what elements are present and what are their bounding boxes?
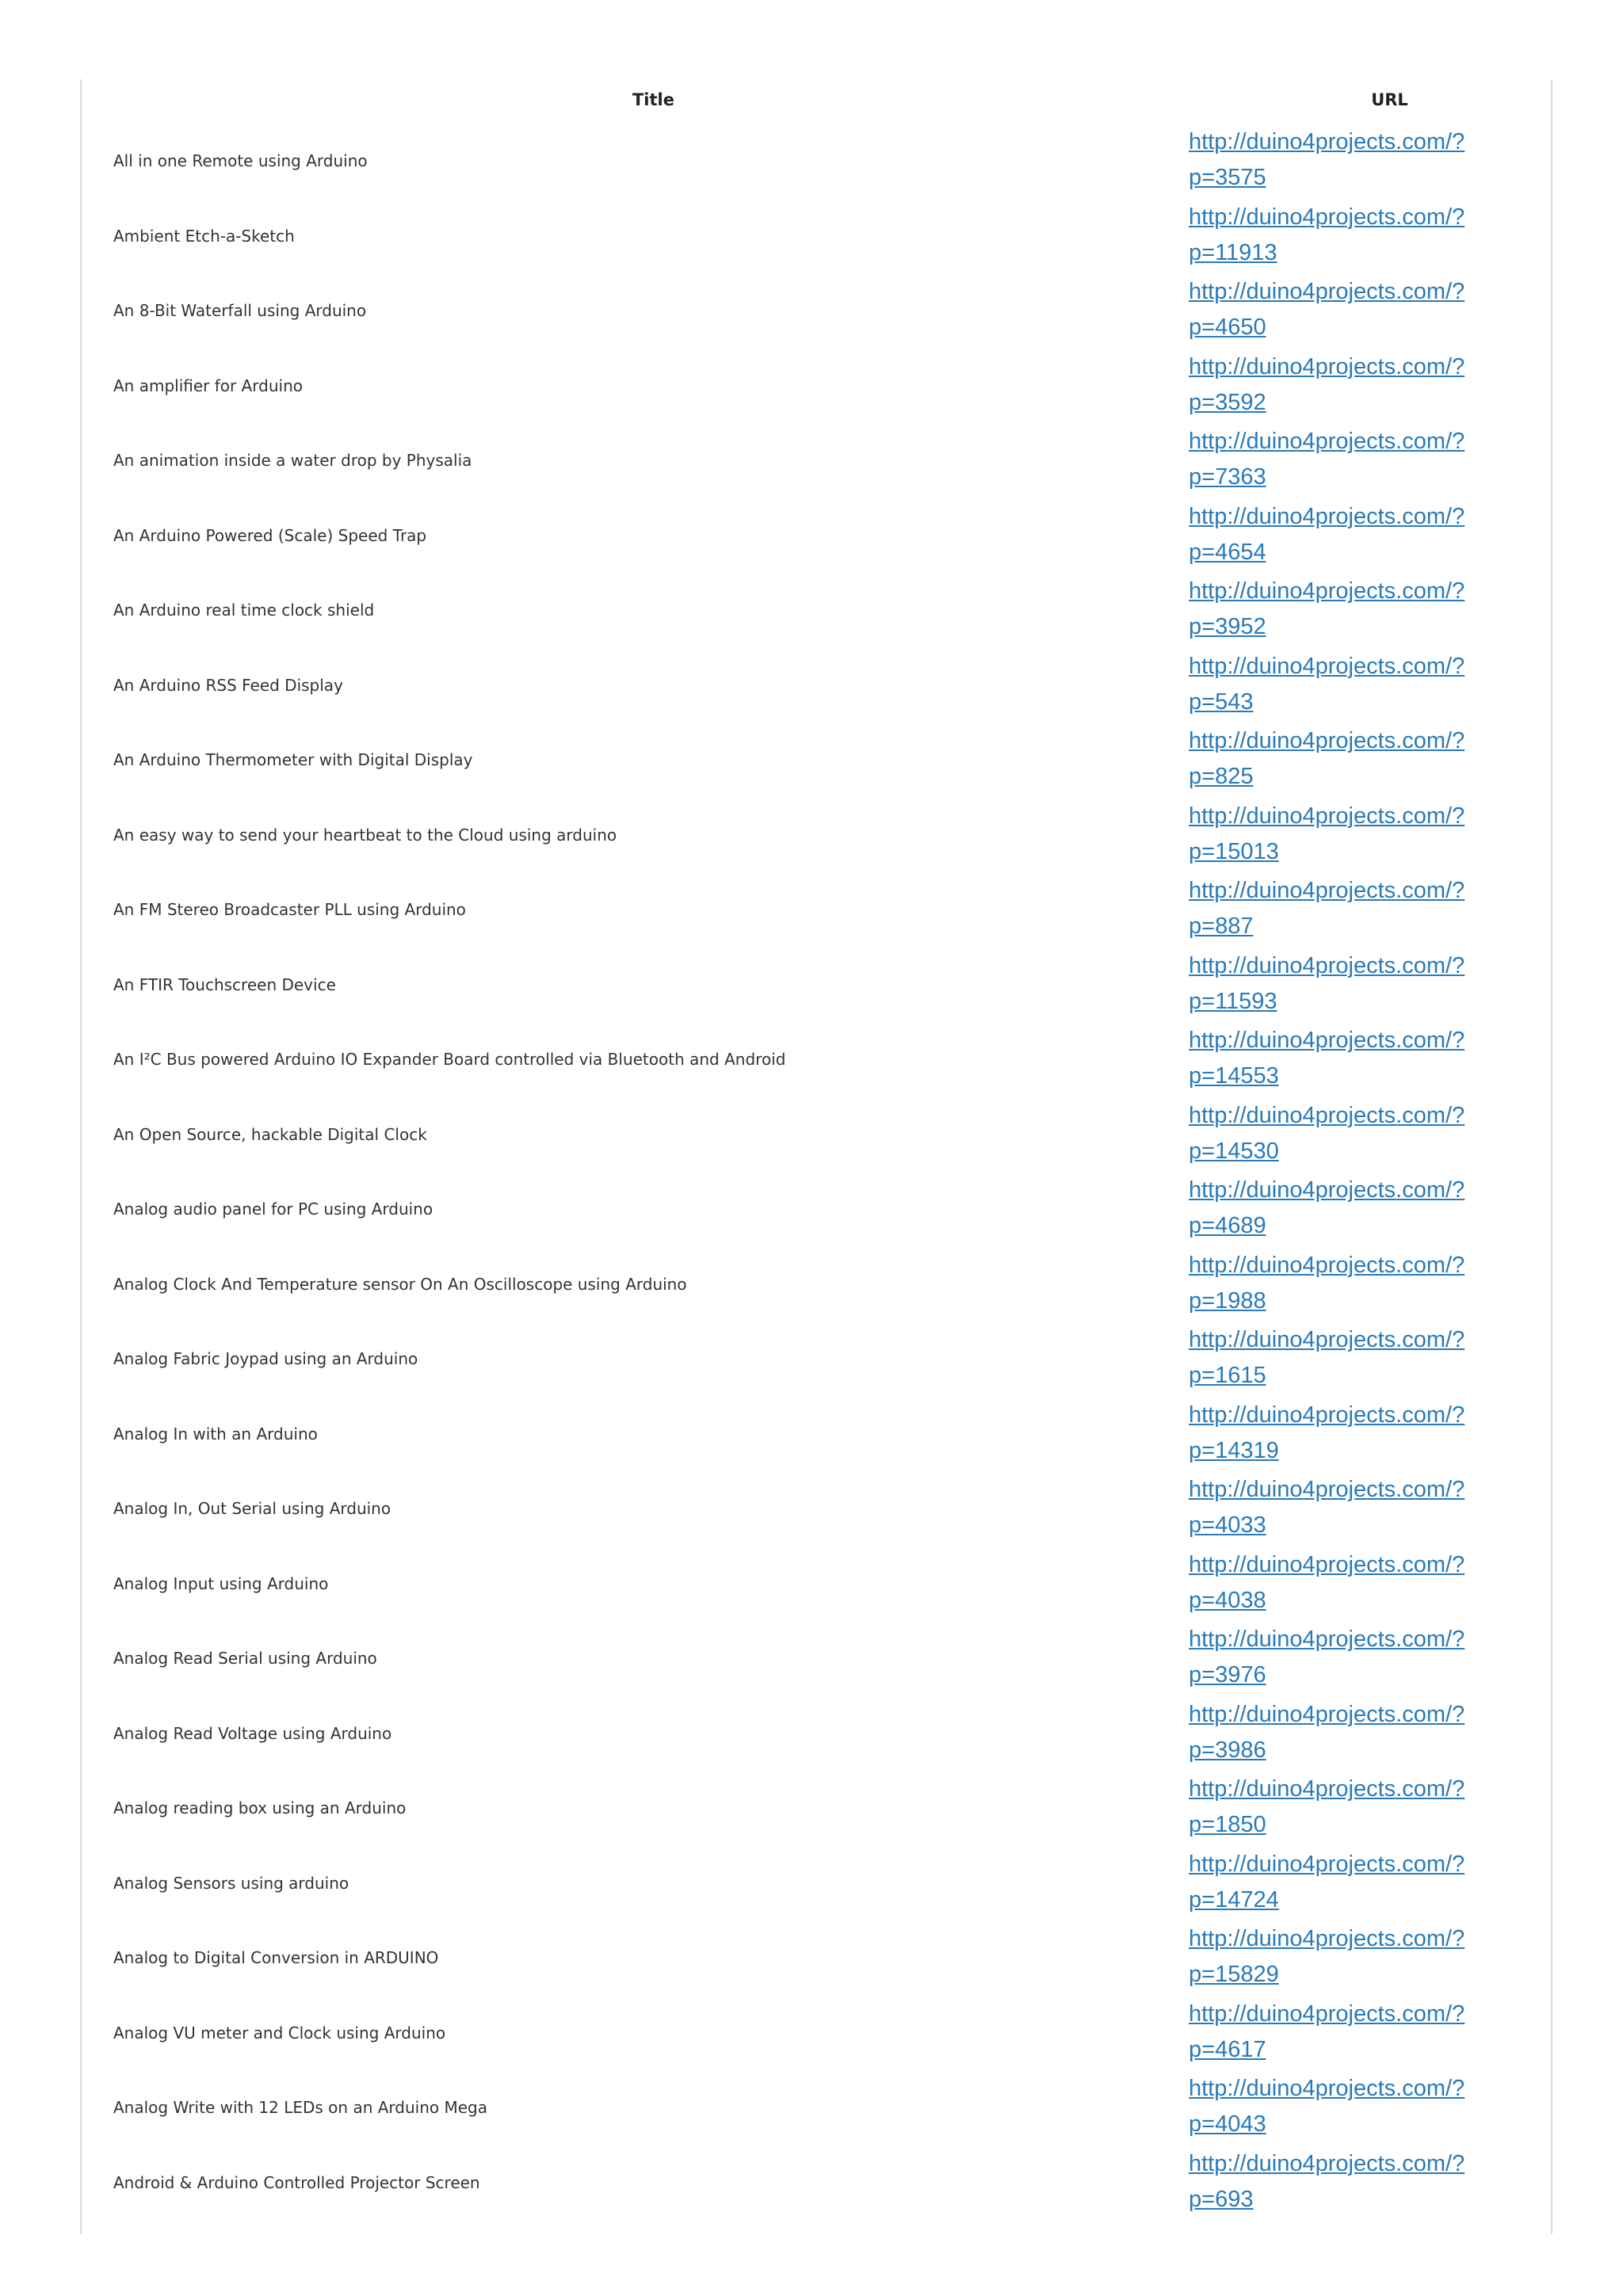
project-url-link[interactable] (1189, 873, 1490, 944)
url-line-1: http://duino4projects.com/? (1189, 2000, 1465, 2027)
table-row (82, 1696, 1551, 1772)
url-line-2: p=4617 (1189, 2036, 1266, 2062)
project-title: Analog Write with 12 LEDs on an Arduino Mega (113, 2098, 487, 2117)
project-url-link[interactable] (1189, 424, 1490, 495)
project-url-link[interactable] (1189, 1921, 1490, 1993)
url-line-1: http://duino4projects.com/? (1189, 2150, 1465, 2176)
url-line-2: p=14530 (1189, 1138, 1279, 1164)
project-title: An Arduino Powered (Scale) Speed Trap (113, 525, 427, 545)
project-url-link[interactable] (1189, 723, 1490, 795)
project-url-link[interactable] (1189, 200, 1490, 271)
project-title: Analog In with an Arduino (113, 1424, 318, 1444)
url-line-2: p=543 (1189, 688, 1254, 715)
project-title: Ambient Etch-a-Sketch (113, 226, 295, 246)
table-row (82, 199, 1551, 274)
project-title: Analog reading box using an Arduino (113, 1798, 407, 1817)
url-line-1: http://duino4projects.com/? (1189, 803, 1465, 829)
table-row (82, 1397, 1551, 1472)
url-line-1: http://duino4projects.com/? (1189, 353, 1465, 379)
projects-table (80, 79, 1552, 2234)
table-row (82, 1022, 1551, 1097)
url-line-1: http://duino4projects.com/? (1189, 1851, 1465, 1877)
url-line-2: p=3976 (1189, 1662, 1266, 1688)
url-line-2: p=1988 (1189, 1287, 1266, 1314)
project-title: Analog Fabric Joypad using an Arduino (113, 1349, 418, 1368)
project-title: An Arduino RSS Feed Display (113, 675, 343, 695)
project-url-link[interactable] (1189, 1248, 1490, 1319)
project-url-link[interactable] (1189, 1173, 1490, 1244)
project-url-link[interactable] (1189, 499, 1490, 570)
project-title: Analog audio panel for PC using Arduino (113, 1199, 433, 1219)
project-url-link[interactable] (1189, 799, 1490, 870)
project-url-link[interactable] (1189, 574, 1490, 645)
url-line-1: http://duino4projects.com/? (1189, 429, 1465, 454)
project-title: An 8-Bit Waterfall using Arduino (113, 301, 367, 320)
url-line-2: p=14553 (1189, 1063, 1279, 1089)
url-line-1: http://duino4projects.com/? (1189, 1926, 1465, 1951)
project-title: An I²C Bus powered Arduino IO Expander Board controlled via Bluetooth and Android (113, 1050, 786, 1069)
url-line-1: http://duino4projects.com/? (1189, 1776, 1465, 1802)
project-url-link[interactable] (1189, 1697, 1490, 1768)
table-row (82, 498, 1551, 574)
url-line-2: p=11593 (1189, 988, 1277, 1014)
title-column-header: Title (632, 90, 674, 109)
project-title: An easy way to send your heartbeat to the Cloud using arduino (113, 825, 617, 845)
url-line-1: http://duino4projects.com/? (1189, 1701, 1465, 1727)
url-line-1: http://duino4projects.com/? (1189, 1102, 1465, 1128)
project-title: An amplifier for Arduino (113, 376, 303, 395)
table-row (82, 349, 1551, 424)
project-title: An FM Stereo Broadcaster PLL using Arduino (113, 900, 466, 919)
url-line-1: http://duino4projects.com/? (1189, 1028, 1465, 1053)
url-line-2: p=15829 (1189, 1962, 1279, 1987)
project-title: Analog Read Serial using Arduino (113, 1649, 377, 1668)
table-row (82, 948, 1551, 1023)
project-title: An Open Source, hackable Digital Clock (113, 1124, 427, 1144)
project-title: Analog Clock And Temperature sensor On An Oscilloscope using Arduino (113, 1274, 687, 1294)
project-url-link[interactable] (1189, 349, 1490, 421)
project-title: Analog Sensors using arduino (113, 1873, 349, 1893)
table-row (82, 573, 1551, 648)
project-url-link[interactable] (1189, 1622, 1490, 1693)
url-line-2: p=1850 (1189, 1812, 1266, 1837)
project-url-link[interactable] (1189, 274, 1490, 345)
url-line-1: http://duino4projects.com/? (1189, 952, 1465, 978)
project-title: Analog VU meter and Clock using Arduino (113, 2023, 446, 2042)
table-row (82, 1547, 1551, 1622)
table-row (82, 1920, 1551, 1996)
project-title: Analog In, Out Serial using Arduino (113, 1499, 391, 1518)
url-line-1: http://duino4projects.com/? (1189, 1402, 1465, 1428)
table-row (82, 1846, 1551, 1921)
url-line-1: http://duino4projects.com/? (1189, 1177, 1465, 1203)
table-row (82, 124, 1551, 199)
project-url-link[interactable] (1189, 1472, 1490, 1543)
url-line-1: http://duino4projects.com/? (1189, 2076, 1465, 2101)
project-url-link[interactable] (1189, 1098, 1490, 1169)
table-row (82, 1322, 1551, 1397)
url-line-1: http://duino4projects.com/? (1189, 1477, 1465, 1502)
url-line-2: p=887 (1189, 913, 1254, 939)
url-line-1: http://duino4projects.com/? (1189, 653, 1465, 679)
project-url-link[interactable] (1189, 1997, 1490, 2068)
table-row (82, 1996, 1551, 2071)
project-url-link[interactable] (1189, 2071, 1490, 2142)
table-row (82, 2070, 1551, 2145)
project-url-link[interactable] (1189, 1398, 1490, 1469)
url-line-2: p=4038 (1189, 1587, 1266, 1613)
url-line-2: p=14724 (1189, 1886, 1279, 1913)
url-line-2: p=825 (1189, 764, 1254, 789)
table-row (82, 723, 1551, 798)
project-url-link[interactable] (1189, 2146, 1490, 2218)
url-line-1: http://duino4projects.com/? (1189, 728, 1465, 753)
url-line-1: http://duino4projects.com/? (1189, 878, 1465, 903)
project-title: An animation inside a water drop by Physalia (113, 451, 472, 470)
project-title: Analog Input using Arduino (113, 1573, 329, 1593)
url-line-2: p=4033 (1189, 1512, 1266, 1538)
url-line-2: p=1615 (1189, 1363, 1266, 1388)
url-line-2: p=15013 (1189, 838, 1279, 864)
url-line-2: p=3952 (1189, 614, 1266, 639)
url-line-1: http://duino4projects.com/? (1189, 1252, 1465, 1278)
table-row (82, 1771, 1551, 1846)
url-line-2: p=3986 (1189, 1737, 1266, 1763)
url-column-header: URL (1371, 90, 1408, 109)
table-row (82, 798, 1551, 873)
project-title: An Arduino Thermometer with Digital Display (113, 750, 473, 769)
project-url-link[interactable] (1189, 649, 1490, 720)
project-title: Analog Read Voltage using Arduino (113, 1723, 392, 1743)
url-line-2: p=4654 (1189, 539, 1266, 565)
table-row (82, 1172, 1551, 1247)
url-line-1: http://duino4projects.com/? (1189, 1551, 1465, 1577)
project-url-link[interactable] (1189, 1322, 1490, 1394)
project-title: Android & Arduino Controlled Projector Screen (113, 2172, 480, 2192)
project-url-link[interactable] (1189, 1847, 1490, 1918)
table-row (82, 1471, 1551, 1547)
project-url-link[interactable] (1189, 1547, 1490, 1619)
project-title: Analog to Digital Conversion in ARDUINO (113, 1948, 439, 1967)
table-row (82, 273, 1551, 349)
url-line-1: http://duino4projects.com/? (1189, 503, 1465, 529)
url-line-1: http://duino4projects.com/? (1189, 1627, 1465, 1652)
url-line-1: http://duino4projects.com/? (1189, 129, 1465, 154)
project-title: An Arduino real time clock shield (113, 601, 375, 620)
url-line-2: p=11913 (1189, 239, 1277, 265)
project-url-link[interactable] (1189, 1023, 1490, 1094)
url-line-1: http://duino4projects.com/? (1189, 204, 1465, 230)
table-header (82, 79, 1551, 124)
project-url-link[interactable] (1189, 948, 1490, 1020)
url-line-2: p=3575 (1189, 165, 1266, 190)
url-line-1: http://duino4projects.com/? (1189, 1327, 1465, 1352)
project-title: An FTIR Touchscreen Device (113, 974, 336, 994)
url-line-2: p=4650 (1189, 315, 1266, 340)
project-url-link[interactable] (1189, 124, 1490, 196)
table-row (82, 1621, 1551, 1696)
url-line-2: p=3592 (1189, 389, 1266, 415)
url-line-2: p=4689 (1189, 1213, 1266, 1238)
url-line-1: http://duino4projects.com/? (1189, 279, 1465, 304)
url-line-2: p=693 (1189, 2186, 1254, 2212)
url-line-2: p=7363 (1189, 464, 1266, 490)
table-row (82, 872, 1551, 948)
table-row (82, 1097, 1551, 1173)
url-line-2: p=4043 (1189, 2111, 1266, 2137)
table-body (82, 124, 1551, 2220)
table-row (82, 1247, 1551, 1322)
table-row (82, 648, 1551, 723)
project-title: All in one Remote using Arduino (113, 151, 368, 170)
table-row (82, 423, 1551, 498)
project-url-link[interactable] (1189, 1772, 1490, 1843)
url-line-2: p=14319 (1189, 1437, 1279, 1463)
url-line-1: http://duino4projects.com/? (1189, 578, 1465, 604)
table-row (82, 2145, 1551, 2221)
